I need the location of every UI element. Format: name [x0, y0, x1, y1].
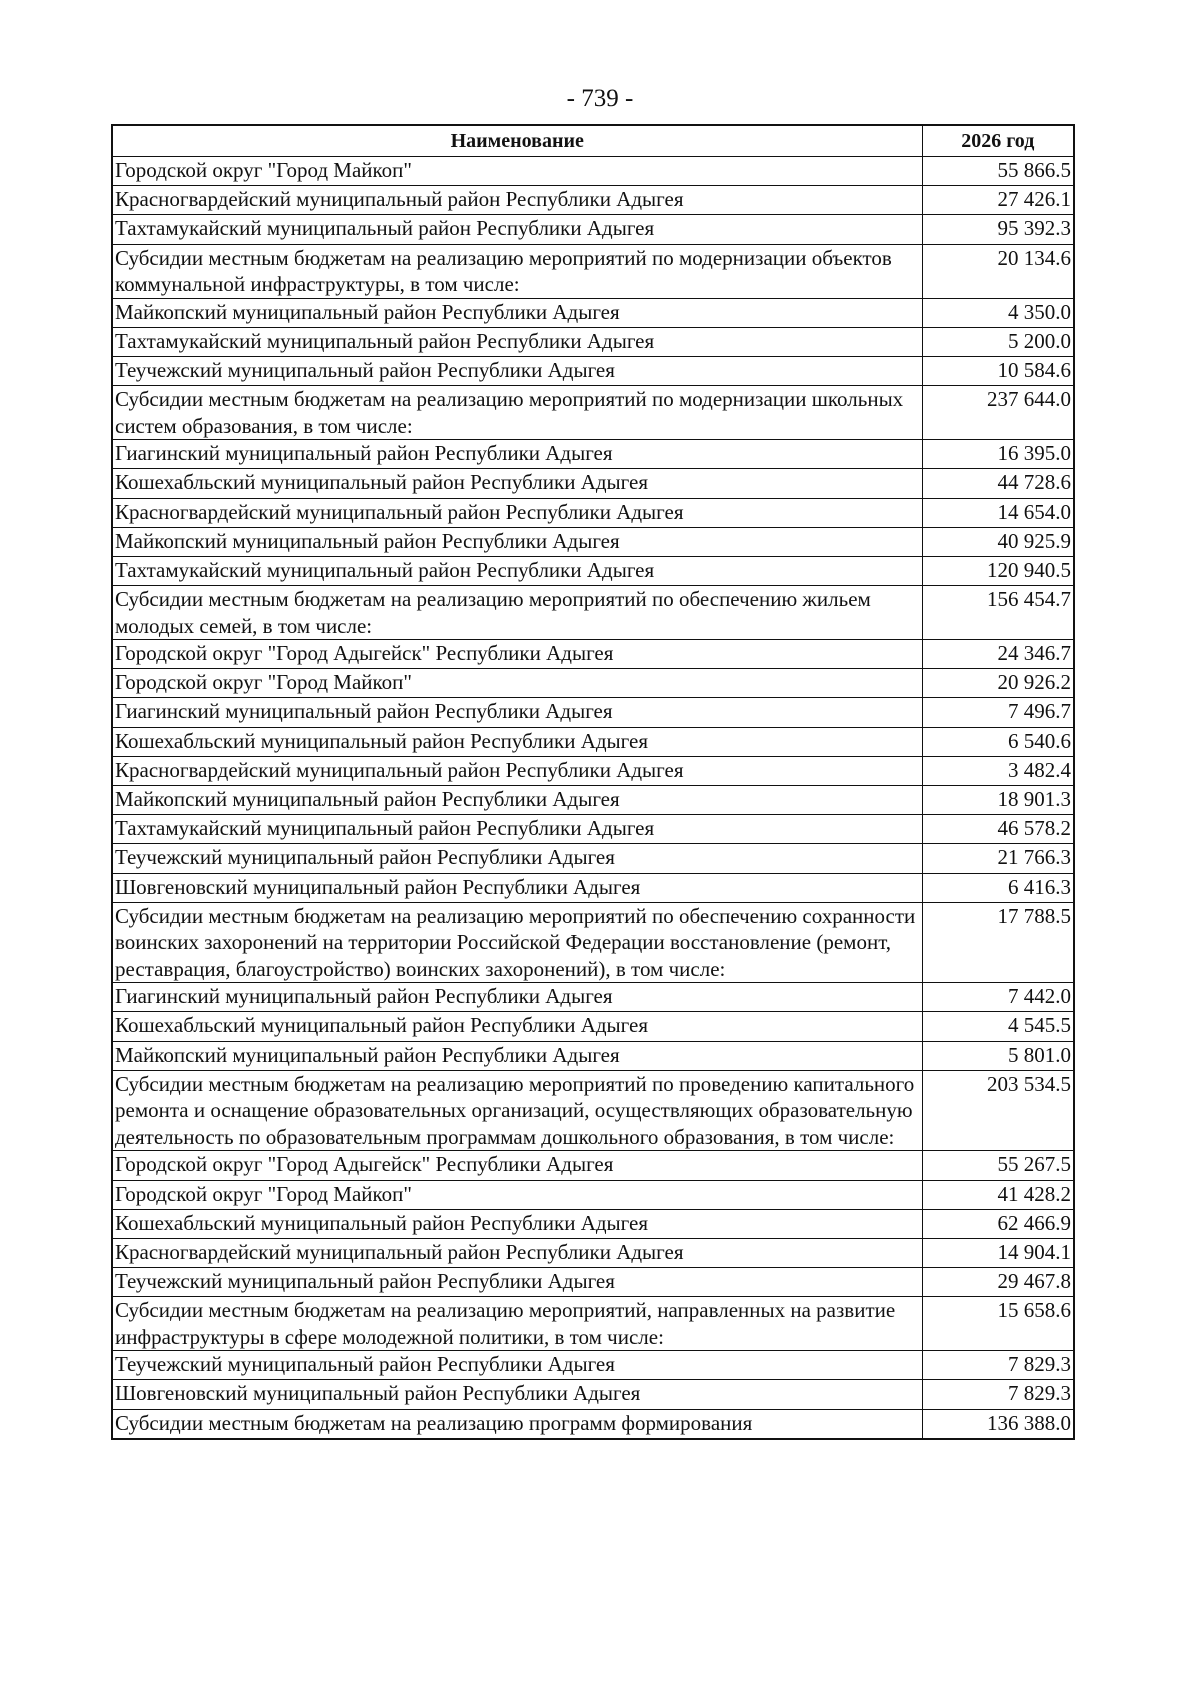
- table-row: [112, 327, 1074, 356]
- row-name-cell: Теучежский муниципальный район Республики Адыгея: [112, 1268, 922, 1297]
- row-name-cell: Красногвардейский муниципальный район Республики Адыгея: [112, 186, 922, 215]
- row-value-cell: 10 584.6: [922, 356, 1074, 385]
- row-name-cell: Субсидии местным бюджетам на реализацию мероприятий по обеспечению жильем молодых семей, в том числе:: [112, 586, 922, 640]
- row-name-cell: Красногвардейский муниципальный район Республики Адыгея: [112, 498, 922, 527]
- row-name-cell: Красногвардейский муниципальный район Республики Адыгея: [112, 756, 922, 785]
- table-row: [112, 669, 1074, 698]
- row-value-cell: 18 901.3: [922, 786, 1074, 815]
- row-name-cell: Городской округ "Город Адыгейск" Республики Адыгея: [112, 1151, 922, 1180]
- row-name-cell: Кошехабльский муниципальный район Республики Адыгея: [112, 727, 922, 756]
- table-row: [112, 356, 1074, 385]
- table-row: [112, 244, 1074, 298]
- row-name-cell: Субсидии местным бюджетам на реализацию программ формирования: [112, 1409, 922, 1439]
- table-row: [112, 556, 1074, 585]
- table-body: [112, 157, 1074, 1439]
- table-row: [112, 1180, 1074, 1209]
- page-number: - 739 -: [566, 85, 634, 112]
- table-row: [112, 1409, 1074, 1439]
- budget-table: [111, 124, 1075, 1440]
- table-row: [112, 902, 1074, 983]
- row-value-cell: 95 392.3: [922, 215, 1074, 244]
- table-row: [112, 1209, 1074, 1238]
- row-value-cell: 120 940.5: [922, 556, 1074, 585]
- table-row: [112, 440, 1074, 469]
- row-value-cell: 20 134.6: [922, 244, 1074, 298]
- row-name-cell: Шовгеновский муниципальный район Республики Адыгея: [112, 1380, 922, 1409]
- row-value-cell: 4 350.0: [922, 298, 1074, 327]
- row-value-cell: 3 482.4: [922, 756, 1074, 785]
- row-name-cell: Теучежский муниципальный район Республики Адыгея: [112, 1351, 922, 1380]
- row-name-cell: Субсидии местным бюджетам на реализацию мероприятий по модернизации объектов коммунальной инфраструктуры, в том числе:: [112, 244, 922, 298]
- row-name-cell: Тахтамукайский муниципальный район Республики Адыгея: [112, 556, 922, 585]
- row-value-cell: 6 416.3: [922, 873, 1074, 902]
- row-name-cell: Городской округ "Город Адыгейск" Республики Адыгея: [112, 640, 922, 669]
- row-name-cell: Красногвардейский муниципальный район Республики Адыгея: [112, 1238, 922, 1267]
- row-value-cell: 4 545.5: [922, 1012, 1074, 1041]
- row-value-cell: 27 426.1: [922, 186, 1074, 215]
- row-value-cell: 6 540.6: [922, 727, 1074, 756]
- budget-table-container: [111, 124, 1073, 1440]
- row-value-cell: 24 346.7: [922, 640, 1074, 669]
- row-value-cell: 5 200.0: [922, 327, 1074, 356]
- header-name: Наименование: [112, 125, 922, 157]
- row-value-cell: 7 496.7: [922, 698, 1074, 727]
- table-row: [112, 698, 1074, 727]
- table-row: [112, 983, 1074, 1012]
- table-row: [112, 1041, 1074, 1070]
- row-name-cell: Гиагинский муниципальный район Республики Адыгея: [112, 440, 922, 469]
- row-value-cell: 237 644.0: [922, 386, 1074, 440]
- row-name-cell: Гиагинский муниципальный район Республики Адыгея: [112, 983, 922, 1012]
- row-value-cell: 16 395.0: [922, 440, 1074, 469]
- row-name-cell: Кошехабльский муниципальный район Республики Адыгея: [112, 1012, 922, 1041]
- row-name-cell: Теучежский муниципальный район Республики Адыгея: [112, 356, 922, 385]
- row-name-cell: Тахтамукайский муниципальный район Республики Адыгея: [112, 215, 922, 244]
- row-name-cell: Городской округ "Город Майкоп": [112, 1180, 922, 1209]
- table-row: [112, 1238, 1074, 1267]
- table-row: [112, 586, 1074, 640]
- row-value-cell: 20 926.2: [922, 669, 1074, 698]
- row-value-cell: 46 578.2: [922, 815, 1074, 844]
- row-value-cell: 40 925.9: [922, 527, 1074, 556]
- row-name-cell: Кошехабльский муниципальный район Республики Адыгея: [112, 1209, 922, 1238]
- table-row: [112, 756, 1074, 785]
- row-value-cell: 14 904.1: [922, 1238, 1074, 1267]
- row-value-cell: 7 829.3: [922, 1351, 1074, 1380]
- table-row: [112, 786, 1074, 815]
- row-value-cell: 7 442.0: [922, 983, 1074, 1012]
- table-row: [112, 1151, 1074, 1180]
- row-name-cell: Субсидии местным бюджетам на реализацию мероприятий по обеспечению сохранности воинских захоронений на территории Российской Федерации восстановление (ремонт, реставрация, благоустройство) воинских захоронений), в том числе:: [112, 902, 922, 983]
- row-name-cell: Тахтамукайский муниципальный район Республики Адыгея: [112, 815, 922, 844]
- row-value-cell: 21 766.3: [922, 844, 1074, 873]
- table-row: [112, 215, 1074, 244]
- header-year: 2026 год: [922, 125, 1074, 157]
- row-name-cell: Майкопский муниципальный район Республики Адыгея: [112, 786, 922, 815]
- row-value-cell: 203 534.5: [922, 1070, 1074, 1151]
- row-value-cell: 156 454.7: [922, 586, 1074, 640]
- row-value-cell: 29 467.8: [922, 1268, 1074, 1297]
- row-name-cell: Тахтамукайский муниципальный район Республики Адыгея: [112, 327, 922, 356]
- row-name-cell: Теучежский муниципальный район Республики Адыгея: [112, 844, 922, 873]
- row-name-cell: Городской округ "Город Майкоп": [112, 669, 922, 698]
- row-value-cell: 7 829.3: [922, 1380, 1074, 1409]
- table-row: [112, 469, 1074, 498]
- row-name-cell: Майкопский муниципальный район Республики Адыгея: [112, 1041, 922, 1070]
- table-row: [112, 1297, 1074, 1351]
- row-value-cell: 17 788.5: [922, 902, 1074, 983]
- table-row: [112, 727, 1074, 756]
- row-name-cell: Городской округ "Город Майкоп": [112, 157, 922, 186]
- table-header-row: [112, 125, 1074, 157]
- table-row: [112, 186, 1074, 215]
- table-row: [112, 640, 1074, 669]
- table-row: [112, 498, 1074, 527]
- table-row: [112, 1268, 1074, 1297]
- row-value-cell: 15 658.6: [922, 1297, 1074, 1351]
- row-name-cell: Кошехабльский муниципальный район Республики Адыгея: [112, 469, 922, 498]
- table-row: [112, 873, 1074, 902]
- table-row: [112, 1380, 1074, 1409]
- row-name-cell: Субсидии местным бюджетам на реализацию мероприятий по проведению капитального ремонта и оснащение образовательных организаций, осуществляющих образовательную деятельность по образовательным программам дошкольного образования, в том числе:: [112, 1070, 922, 1151]
- table-row: [112, 1351, 1074, 1380]
- row-value-cell: 44 728.6: [922, 469, 1074, 498]
- table-row: [112, 527, 1074, 556]
- row-name-cell: Гиагинский муниципальный район Республики Адыгея: [112, 698, 922, 727]
- row-name-cell: Майкопский муниципальный район Республики Адыгея: [112, 298, 922, 327]
- row-name-cell: Субсидии местным бюджетам на реализацию мероприятий по модернизации школьных систем образования, в том числе:: [112, 386, 922, 440]
- table-row: [112, 386, 1074, 440]
- row-value-cell: 41 428.2: [922, 1180, 1074, 1209]
- table-row: [112, 815, 1074, 844]
- row-name-cell: Субсидии местным бюджетам на реализацию мероприятий, направленных на развитие инфраструктуры в сфере молодежной политики, в том числе:: [112, 1297, 922, 1351]
- table-row: [112, 157, 1074, 186]
- table-row: [112, 844, 1074, 873]
- table-row: [112, 298, 1074, 327]
- row-value-cell: 55 267.5: [922, 1151, 1074, 1180]
- row-value-cell: 55 866.5: [922, 157, 1074, 186]
- table-row: [112, 1012, 1074, 1041]
- row-name-cell: Шовгеновский муниципальный район Республики Адыгея: [112, 873, 922, 902]
- row-name-cell: Майкопский муниципальный район Республики Адыгея: [112, 527, 922, 556]
- row-value-cell: 62 466.9: [922, 1209, 1074, 1238]
- table-row: [112, 1070, 1074, 1151]
- row-value-cell: 14 654.0: [922, 498, 1074, 527]
- row-value-cell: 5 801.0: [922, 1041, 1074, 1070]
- row-value-cell: 136 388.0: [922, 1409, 1074, 1439]
